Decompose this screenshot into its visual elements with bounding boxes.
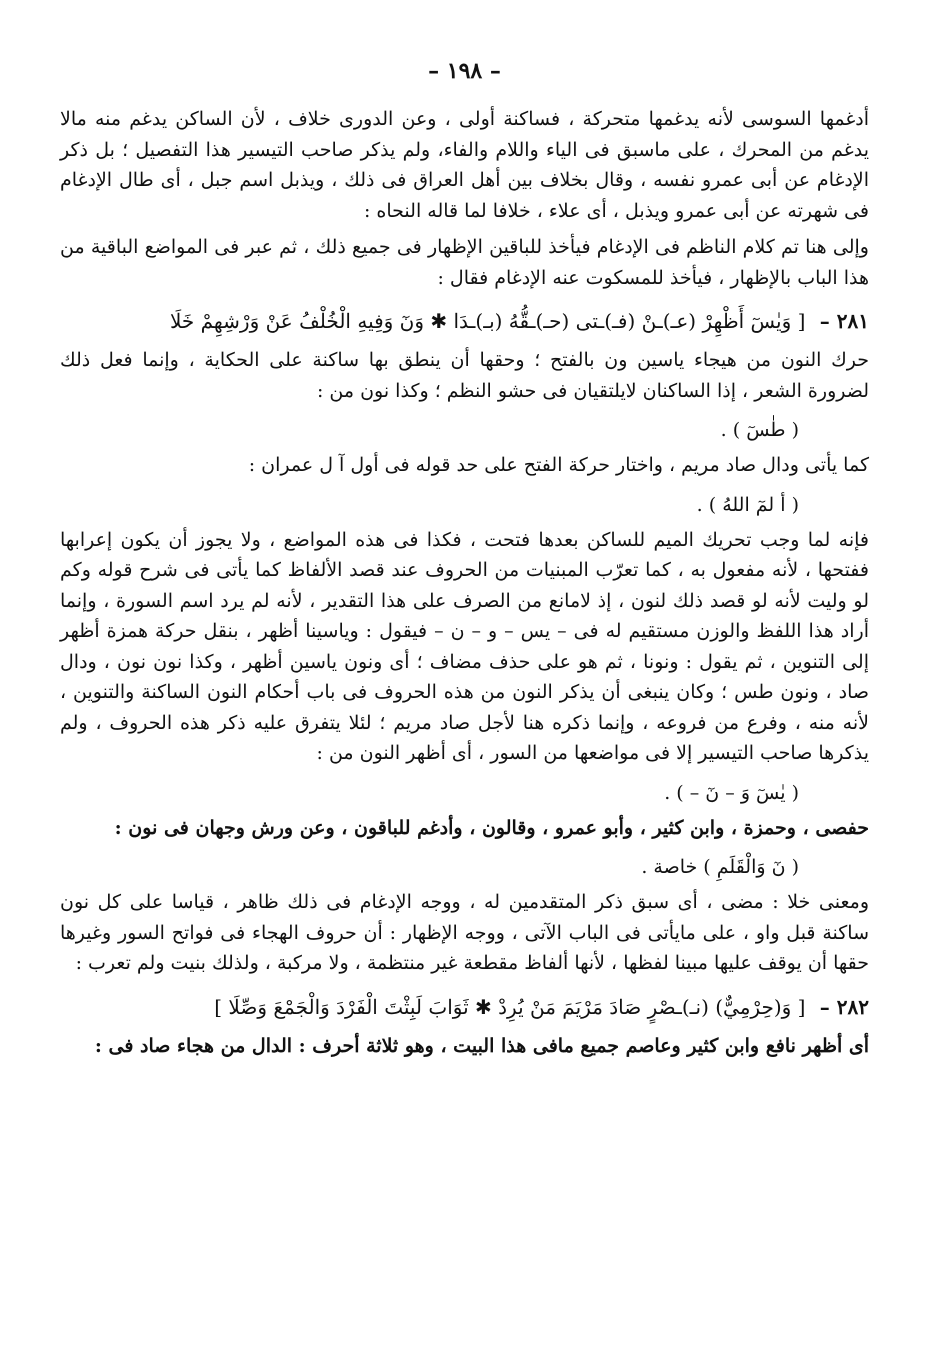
page-number: – ١٩٨ – <box>428 58 501 84</box>
quran-quote-1: ( طٰسٓ ) . <box>720 419 799 441</box>
paragraph-3: حرك النون من هيجاء ياسين ون بالفتح ؛ وحقها أن ينطق بها ساكنة على الحكاية ، وإنما فعل ذلك لضرورة الشعر ، إذا الساكنان لايلتقيان فى حشو النظم ؛ وكذا نون من : <box>60 349 869 402</box>
quran-quote-2: ( أ لمٓ اللهُ ) . <box>696 493 799 516</box>
verse-number: ٢٨٢ – <box>819 994 869 1019</box>
paragraph-5: فإنه لما وجب تحريك الميم للساكن بعدها فتحت ، فكذا فى هذه المواضع ، ولا يجوز أن يكون إعرابها ففتحها ، لأنه مفعول به ، كما تعرّب المبنيات من الحروف عند قصد الألفاظ كما يأتى فى شرح قوله وكم لو وليت لأنه لو قصد ذلك لنون ، إذ لامانع من الصرف على هذا التقدير ، لأنه لم يرد اسم السورة ، وإنما أراد هذا اللفظ والوزن مستقيم له فى – يس – و – ن – فيقول : وياسينا أظهر ، بنقل حركة همزة أظهر إلى التنوين ، ثم يقول : ونونا ، ثم هو على حذف مضاف ؛ أى ونون ياسين أظهر ، وكذا نون نون ، ودال صاد ، ونون طس ؛ وكان ينبغى أن يذكر النون من هذه الحروف فى باب أحكام النون الساكنة والتنوين ، لأنه منه ، وفرع من فروعه ، وإنما ذكره هنا لأجل صاد مريم ؛ لئلا يتفرق عليه ذكر هذه الحروف ، ولم يذكرها صاحب التيسير إلا فى مواضعها من السور ، أى أظهر النون من : <box>60 528 869 764</box>
paragraph-2: وإلى هنا تم كلام الناظم فى الإدغام فيأخذ للباقين الإظهار فى جميع ذلك ، ثم عبر فى المواضع الباقية من هذا الباب بالإظهار ، فيأخذ للمسكوت عنه الإدغام فقال : <box>60 236 869 289</box>
quran-quote-3: ( يٰسٓ وَ – نٓ – ) . <box>664 781 799 804</box>
paragraph-7: ومعنى خلا : مضى ، أى سبق ذكر المتقدمين له ، ووجه الإدغام فى ذلك ظاهر ، قياسا على كل نون ساكنة قبل واو ، على مايأتى فى الباب الآتى ، ووجه الإظهار : أن حروف الهجاء فى فواتح السور وغيرها حقها أن يوقف عليها مبينا لفظها ، لأنها ألفاظ مقطعة غير منتظمة ، ولا مركبة ، ولذلك بنيت ولم تعرب : <box>60 891 869 974</box>
verse-282 <box>60 987 869 1027</box>
verse-text: [ وَ(حِرْمِيٌّ) (نـ)ـصْرٍ صَادَ مَرْيَمَ مَنْ يُرِدْ ✱ ثَوَابَ لَبِثْتَ الْفَرْدَ وَالْجَمْعَ وَصِّلَا ] <box>214 994 806 1019</box>
verse-281 <box>60 301 869 341</box>
verse-number: ٢٨١ – <box>819 309 869 333</box>
paragraph-4: كما يأتى ودال صاد مريم ، واختار حركة الفتح على حد قوله فى أول آ ل عمران : <box>248 454 869 476</box>
paragraph-1: أدغمها السوسى لأنه يدغمها متحركة ، فساكنة أولى ، وعن الدورى خلاف ، لأن الساكن يدغم منه مالا يدغم من المحرك ، على ماسبق فى الياء واللام والفاء، ولم يذكر صاحب التيسير هذا التفصيل ؛ بل ذكر الإدغام عن أبى عمرو نفسه ، وقال بخلاف بين أهل العراق فى ذلك ، ويذبل اسم جبل ، أى طال الإدغام فى شهرته عن أبى عمرو ويذبل ، أى علاء ، خلافا لما قاله النحاه : <box>60 108 869 222</box>
verse-text: [ وَيٰسٓ أَظْهِرْ (عـ)ـنْ (فـ)ـتى (حـ)ـقُّهُ (بـ)ـدَا ✱ وَنٓ وَفِيهِ الْخُلْفُ عَنْ وَرْشِهِمْ خَلَا <box>169 309 806 333</box>
quran-quote-4: ( نٓ وَالْقَلَمِ ) خاصة . <box>641 856 799 878</box>
paragraph-8: أى أظهر نافع وابن كثير وعاصم جميع مافى هذا البيت ، وهو ثلاثة أحرف : الدال من هجاء صاد فى : <box>94 1034 869 1057</box>
paragraph-6: حفصى ، وحمزة ، وابن كثير ، وأبو عمرو ، وقالون ، وأدغم للباقون ، وعن ورش وجهان فى نون : <box>114 816 869 839</box>
